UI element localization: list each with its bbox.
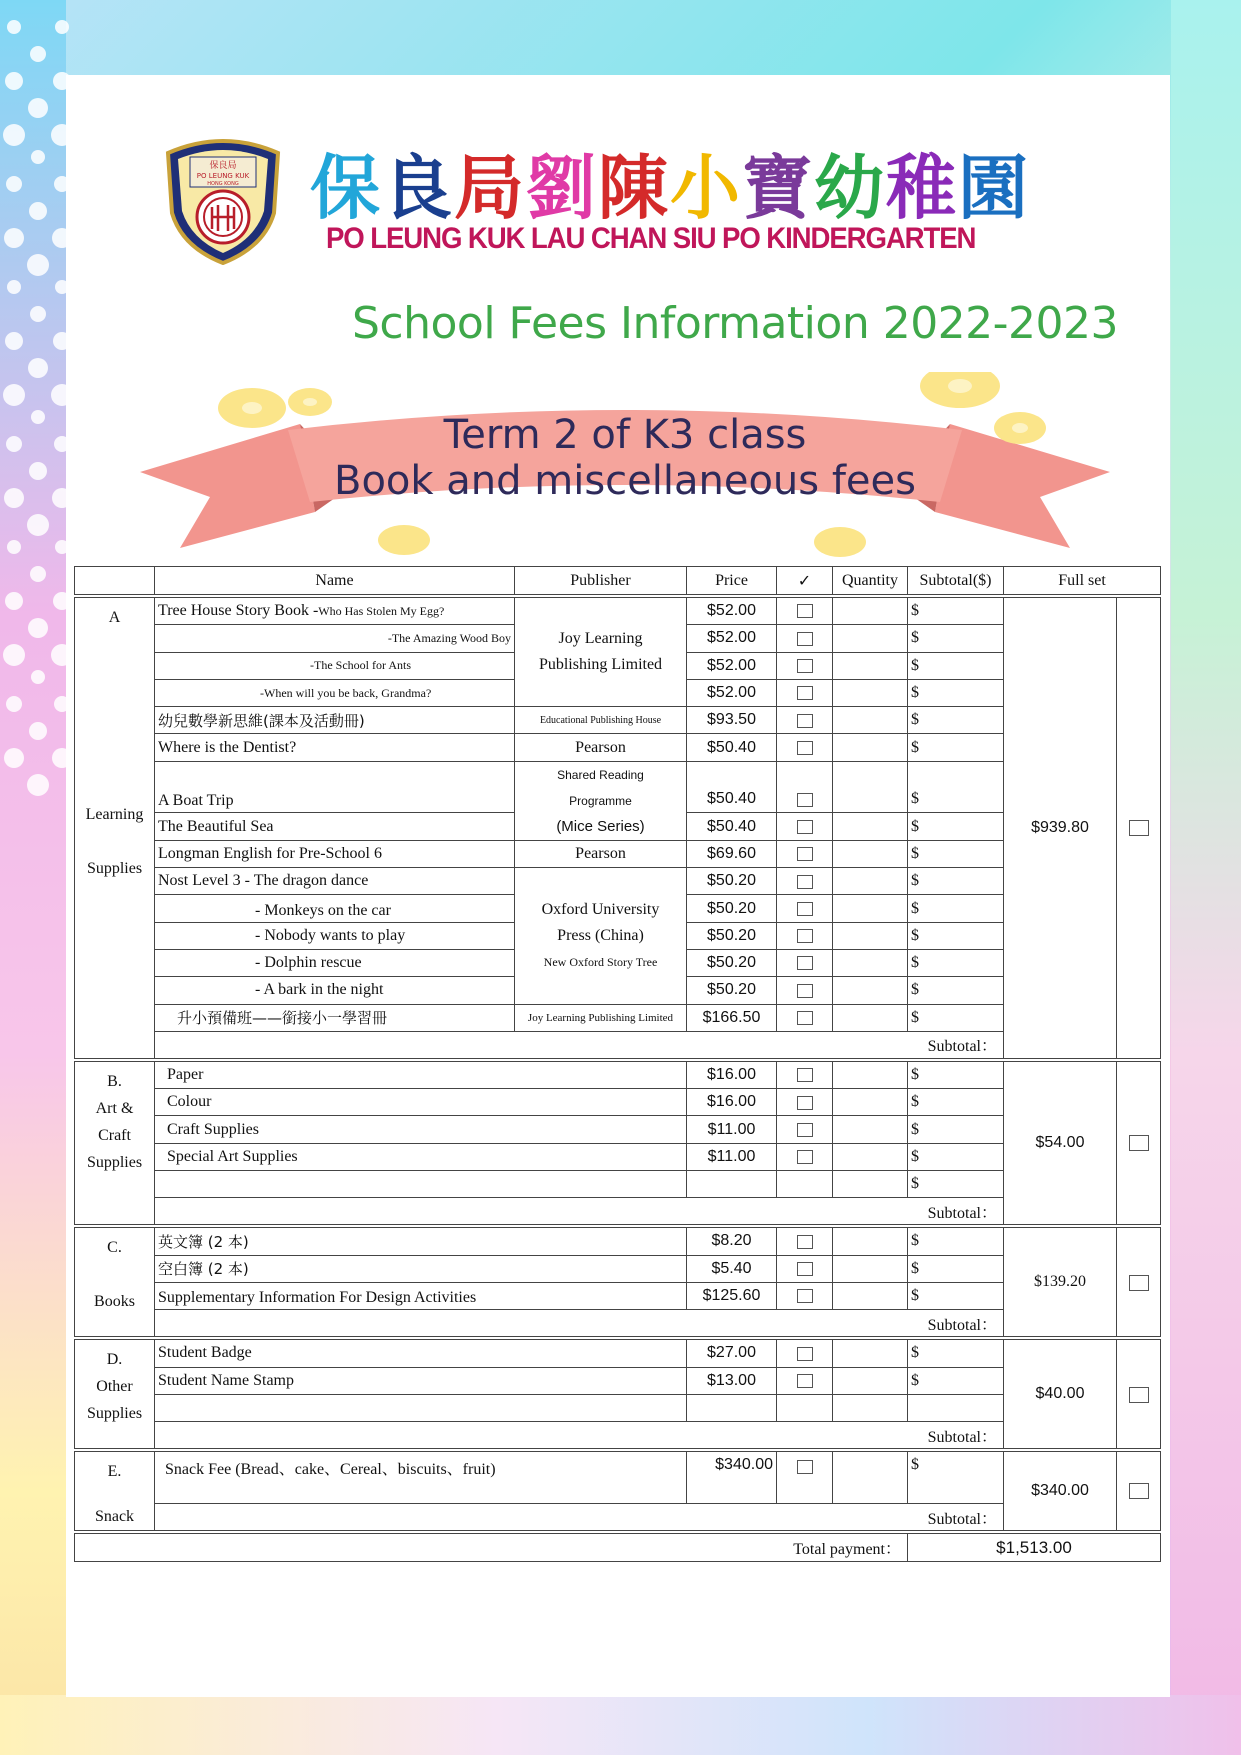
section-d-subtotal-row — [75, 1422, 1161, 1449]
checkbox-icon[interactable] — [797, 956, 813, 970]
checkbox-icon[interactable] — [1129, 1135, 1149, 1151]
item-quantity[interactable] — [833, 1228, 908, 1255]
table-row — [75, 1004, 1161, 1031]
item-subtotal[interactable]: $ — [908, 598, 1004, 625]
section-a-letter: A — [108, 609, 121, 626]
checkbox-icon[interactable] — [797, 929, 813, 943]
item-subtotal[interactable]: $ — [908, 949, 1004, 976]
background-dot — [3, 124, 25, 146]
publisher-pearson-2: Pearson — [515, 840, 687, 867]
background-dot — [7, 20, 21, 34]
item-subtotal[interactable]: $ — [908, 652, 1004, 679]
item-quantity[interactable] — [833, 895, 908, 922]
section-b-label: B. Art & Craft Supplies — [75, 1061, 155, 1224]
section-a-label-line2: Supplies — [86, 860, 143, 877]
background-dot — [29, 722, 47, 740]
header-section — [75, 567, 155, 595]
checkbox-icon[interactable] — [1129, 820, 1149, 836]
background-dot — [27, 514, 49, 536]
item-checkbox[interactable] — [777, 679, 833, 706]
item-name: Nost Level 3 - The dragon dance — [155, 868, 515, 895]
item-name: 空白簿 (2 本) — [155, 1255, 687, 1282]
table-row — [75, 1228, 1161, 1255]
item-subtotal[interactable]: $ — [908, 625, 1004, 652]
item-checkbox[interactable] — [777, 1143, 833, 1170]
item-name: 幼兒數學新思維(課本及活動冊) — [155, 707, 515, 734]
subtotal-label: Subtotal： — [155, 1504, 1004, 1531]
checkbox-icon[interactable] — [797, 686, 813, 700]
item-quantity[interactable] — [833, 734, 908, 761]
background-dot — [5, 332, 23, 350]
item-subtotal[interactable]: $ — [908, 1116, 1004, 1143]
item-checkbox-empty — [777, 1171, 833, 1198]
table-row — [75, 868, 1161, 895]
item-quantity[interactable] — [833, 840, 908, 867]
checkbox-icon[interactable] — [797, 984, 813, 998]
table-row — [75, 734, 1161, 761]
item-price: $50.20 — [687, 977, 777, 1004]
section-d-full-set-checkbox[interactable] — [1117, 1340, 1161, 1449]
item-price: $50.40 — [687, 734, 777, 761]
checkbox-icon[interactable] — [797, 1262, 813, 1276]
background-dot — [3, 644, 25, 666]
subtotal-label: Subtotal： — [155, 1310, 1004, 1337]
school-chinese-char: 劉 — [526, 147, 598, 229]
item-name: Craft Supplies — [155, 1116, 687, 1143]
item-checkbox[interactable] — [777, 598, 833, 625]
item-quantity[interactable] — [833, 625, 908, 652]
item-checkbox[interactable] — [777, 977, 833, 1004]
header-name: Name — [155, 567, 515, 595]
item-quantity[interactable] — [833, 1340, 908, 1367]
checkbox-icon[interactable] — [797, 847, 813, 861]
item-quantity[interactable] — [833, 1394, 908, 1421]
checkbox-icon[interactable] — [797, 604, 813, 618]
item-subtotal[interactable]: $ — [908, 977, 1004, 1004]
table-row — [75, 1255, 1161, 1282]
item-quantity[interactable] — [833, 761, 908, 813]
item-checkbox[interactable] — [777, 1282, 833, 1309]
checkbox-icon[interactable] — [797, 1068, 813, 1082]
section-a-label-line1: Learning — [85, 806, 144, 823]
background-dot — [28, 358, 48, 378]
checkbox-icon[interactable] — [797, 1347, 813, 1361]
item-name: Longman English for Pre-School 6 — [155, 840, 515, 867]
background-dot — [31, 410, 45, 424]
section-a-full-set-checkbox[interactable] — [1117, 598, 1161, 1059]
item-name: Student Badge — [155, 1340, 687, 1367]
item-quantity[interactable] — [833, 1282, 908, 1309]
item-subtotal-empty[interactable] — [908, 1394, 1004, 1421]
logo-english-text: PO LEUNG KUK — [196, 172, 250, 180]
item-checkbox[interactable] — [777, 949, 833, 976]
page-subtitle: School Fees Information 2022-2023 — [352, 298, 1119, 349]
item-price: $52.00 — [687, 598, 777, 625]
section-b-full-set-checkbox[interactable] — [1117, 1061, 1161, 1224]
item-price: $50.20 — [687, 868, 777, 895]
item-quantity[interactable] — [833, 813, 908, 840]
item-checkbox[interactable] — [777, 1255, 833, 1282]
background-dot — [4, 748, 24, 768]
section-e-subtotal-row — [75, 1504, 1161, 1531]
item-subtotal[interactable]: $ — [908, 1340, 1004, 1367]
section-e-full-set-checkbox[interactable] — [1117, 1452, 1161, 1531]
item-name: - Monkeys on the car — [155, 895, 515, 922]
item-subtotal[interactable]: $ — [908, 1143, 1004, 1170]
background-dot — [4, 228, 24, 248]
table-row — [75, 1171, 1161, 1198]
item-checkbox[interactable] — [777, 813, 833, 840]
item-name: -The Amazing Wood Boy — [155, 625, 515, 652]
school-chinese-char: 寶 — [742, 147, 814, 229]
item-subtotal[interactable]: $ — [908, 1061, 1004, 1088]
item-checkbox-empty — [777, 1394, 833, 1421]
item-checkbox[interactable] — [777, 625, 833, 652]
publisher-shared-reading: Shared Reading Programme (Mice Series) — [515, 761, 687, 840]
item-quantity[interactable] — [833, 868, 908, 895]
background-dot — [30, 46, 46, 62]
publisher-oxford: Oxford University Press (China) New Oxford Story Tree — [515, 868, 687, 1004]
fee-table — [74, 566, 1161, 1562]
item-name: 升小預備班——銜接小一學習冊 — [155, 1004, 515, 1031]
item-subtotal[interactable]: $ — [908, 761, 1004, 813]
item-subtotal[interactable]: $ — [908, 1367, 1004, 1394]
total-payment-row — [75, 1534, 1161, 1562]
background-right-stripe — [1171, 0, 1241, 1755]
item-subtotal[interactable]: $ — [908, 734, 1004, 761]
school-chinese-char: 園 — [958, 147, 1030, 229]
item-name: - Dolphin rescue — [155, 949, 515, 976]
item-quantity[interactable] — [833, 1171, 908, 1198]
item-quantity[interactable] — [833, 1255, 908, 1282]
item-price: $125.60 — [687, 1282, 777, 1309]
item-name: Snack Fee (Bread、cake、Cereal、biscuits、fruit) — [155, 1452, 687, 1504]
item-checkbox[interactable] — [777, 1089, 833, 1116]
item-name: Student Name Stamp — [155, 1367, 687, 1394]
background-dot — [28, 618, 48, 638]
checkbox-icon[interactable] — [797, 793, 813, 807]
item-price: $69.60 — [687, 840, 777, 867]
item-name: - Nobody wants to play — [155, 922, 515, 949]
school-logo — [160, 135, 286, 265]
item-name: Where is the Dentist? — [155, 734, 515, 761]
header-check: ✓ — [777, 567, 833, 595]
section-e-label: E. Snack — [75, 1452, 155, 1531]
section-c-full-set-checkbox[interactable] — [1117, 1228, 1161, 1337]
checkbox-icon[interactable] — [1129, 1387, 1149, 1403]
item-subtotal[interactable]: $ — [908, 922, 1004, 949]
section-c-label: C. Books — [75, 1228, 155, 1337]
item-quantity[interactable] — [833, 1089, 908, 1116]
item-subtotal[interactable]: $ — [908, 1228, 1004, 1255]
item-price: $340.00 — [687, 1452, 777, 1504]
section-b-full-set-price: $54.00 — [1004, 1061, 1117, 1224]
item-subtotal[interactable]: $ — [908, 1004, 1004, 1031]
item-checkbox[interactable] — [777, 1340, 833, 1367]
publisher-pearson: Pearson — [515, 734, 687, 761]
item-subtotal[interactable]: $ — [908, 813, 1004, 840]
item-price: $52.00 — [687, 652, 777, 679]
item-checkbox[interactable] — [777, 1452, 833, 1504]
subtotal-label: Subtotal： — [155, 1198, 1004, 1225]
section-a-full-set-price: $939.80 — [1004, 598, 1117, 1059]
school-chinese-char: 小 — [670, 147, 742, 229]
item-checkbox[interactable] — [777, 1004, 833, 1031]
item-price: $50.20 — [687, 895, 777, 922]
item-checkbox[interactable] — [777, 761, 833, 813]
background-dot — [28, 98, 48, 118]
item-quantity[interactable] — [833, 1452, 908, 1504]
item-name: Paper — [155, 1061, 687, 1088]
publisher-joy-learning: Joy Learning Publishing Limited — [515, 598, 687, 707]
item-subtotal[interactable]: $ — [908, 868, 1004, 895]
checkbox-icon[interactable] — [797, 714, 813, 728]
total-payment-value: $1,513.00 — [908, 1534, 1161, 1562]
item-price: $50.40 — [687, 813, 777, 840]
table-row — [75, 1143, 1161, 1170]
checkbox-icon[interactable] — [797, 741, 813, 755]
header-price: Price — [687, 567, 777, 595]
item-subtotal[interactable]: $ — [908, 1255, 1004, 1282]
checkbox-icon[interactable] — [797, 1011, 813, 1025]
header-quantity: Quantity — [833, 567, 908, 595]
item-checkbox[interactable] — [777, 840, 833, 867]
item-price: $27.00 — [687, 1340, 777, 1367]
item-price-empty — [687, 1394, 777, 1421]
item-price-empty — [687, 1171, 777, 1198]
item-checkbox[interactable] — [777, 1367, 833, 1394]
background-dot — [6, 176, 22, 192]
background-dot — [3, 384, 25, 406]
item-subtotal[interactable]: $ — [908, 679, 1004, 706]
item-checkbox[interactable] — [777, 734, 833, 761]
total-payment-label: Total payment： — [75, 1534, 908, 1562]
item-name: Supplementary Information For Design Activities — [155, 1282, 687, 1309]
table-row — [75, 840, 1161, 867]
item-quantity[interactable] — [833, 652, 908, 679]
publisher-joy-full: Joy Learning Publishing Limited — [515, 1004, 687, 1031]
checkbox-icon[interactable] — [797, 1235, 813, 1249]
checkbox-icon[interactable] — [797, 820, 813, 834]
item-quantity[interactable] — [833, 679, 908, 706]
checkbox-icon[interactable] — [797, 659, 813, 673]
background-dot — [30, 566, 46, 582]
header-full-set: Full set — [1004, 567, 1161, 595]
table-row — [75, 1394, 1161, 1421]
item-price: $13.00 — [687, 1367, 777, 1394]
school-chinese-char: 稚 — [886, 147, 958, 229]
table-row — [75, 707, 1161, 734]
background-dot — [27, 254, 49, 276]
item-subtotal[interactable]: $ — [908, 1282, 1004, 1309]
item-checkbox[interactable] — [777, 1061, 833, 1088]
banner-text — [280, 412, 970, 504]
item-quantity[interactable] — [833, 977, 908, 1004]
item-price: $11.00 — [687, 1143, 777, 1170]
section-c-subtotal-row — [75, 1310, 1161, 1337]
item-subtotal[interactable]: $ — [908, 707, 1004, 734]
item-price: $52.00 — [687, 679, 777, 706]
section-c-full-set-price: $139.20 — [1004, 1228, 1117, 1337]
item-name: - A bark in the night — [155, 977, 515, 1004]
item-subtotal[interactable]: $ — [908, 840, 1004, 867]
checkbox-icon[interactable] — [797, 1289, 813, 1303]
item-price: $5.40 — [687, 1255, 777, 1282]
subtotal-label: Subtotal： — [155, 1422, 1004, 1449]
logo-chinese-text: 保良局 — [209, 161, 237, 171]
item-price: $8.20 — [687, 1228, 777, 1255]
background-dot — [30, 306, 46, 322]
item-name: -When will you be back, Grandma? — [155, 679, 515, 706]
item-name: A Boat Trip — [155, 761, 515, 813]
item-name: 英文簿 (2 本) — [155, 1228, 687, 1255]
background-dot — [27, 774, 49, 796]
checkbox-icon[interactable] — [797, 1123, 813, 1137]
item-price: $166.50 — [687, 1004, 777, 1031]
checkbox-icon[interactable] — [797, 1374, 813, 1388]
checkbox-icon[interactable] — [797, 1150, 813, 1164]
item-checkbox[interactable] — [777, 895, 833, 922]
background-dot — [31, 150, 45, 164]
background-dot — [7, 280, 21, 294]
item-name-empty — [155, 1171, 687, 1198]
background-dot — [7, 540, 21, 554]
checkbox-icon[interactable] — [1129, 1275, 1149, 1291]
background-dot — [4, 488, 24, 508]
item-quantity[interactable] — [833, 1367, 908, 1394]
item-checkbox[interactable] — [777, 1228, 833, 1255]
background-bottom-stripe — [0, 1695, 1241, 1755]
school-chinese-char: 保 — [310, 147, 382, 229]
school-english-name: PO LEUNG KUK LAU CHAN SIU PO KINDERGARTEN — [326, 222, 976, 255]
section-a-label — [75, 598, 155, 1059]
item-subtotal[interactable]: $ — [908, 1171, 1004, 1198]
subtotal-label: Subtotal： — [155, 1031, 1004, 1058]
item-subtotal[interactable]: $ — [908, 1089, 1004, 1116]
section-e-full-set-price: $340.00 — [1004, 1452, 1117, 1531]
checkbox-icon[interactable] — [797, 875, 813, 889]
school-chinese-char: 陳 — [598, 147, 670, 229]
table-row — [75, 1367, 1161, 1394]
checkbox-icon[interactable] — [797, 1096, 813, 1110]
item-price: $16.00 — [687, 1061, 777, 1088]
item-name: Special Art Supplies — [155, 1143, 687, 1170]
table-row — [75, 1116, 1161, 1143]
item-name: -The School for Ants — [155, 652, 515, 679]
item-quantity[interactable] — [833, 1116, 908, 1143]
background-dot — [29, 462, 47, 480]
background-dot — [55, 20, 69, 34]
table-row — [75, 1089, 1161, 1116]
item-subtotal[interactable]: $ — [908, 895, 1004, 922]
item-quantity[interactable] — [833, 707, 908, 734]
header-subtotal: Subtotal($) — [908, 567, 1004, 595]
item-price: $11.00 — [687, 1116, 777, 1143]
item-quantity[interactable] — [833, 949, 908, 976]
item-price: $50.20 — [687, 949, 777, 976]
school-chinese-name — [310, 132, 1030, 229]
item-price: $52.00 — [687, 625, 777, 652]
checkbox-icon[interactable] — [797, 632, 813, 646]
checkbox-icon[interactable] — [797, 902, 813, 916]
publisher-edu: Educational Publishing House — [515, 707, 687, 734]
header-publisher: Publisher — [515, 567, 687, 595]
item-price: $16.00 — [687, 1089, 777, 1116]
table-row — [75, 598, 1161, 625]
banner-line-2: Book and miscellaneous fees — [334, 458, 916, 504]
item-checkbox[interactable] — [777, 652, 833, 679]
table-header-row — [75, 567, 1161, 595]
item-quantity[interactable] — [833, 1004, 908, 1031]
item-quantity[interactable] — [833, 1143, 908, 1170]
item-checkbox[interactable] — [777, 868, 833, 895]
item-quantity[interactable] — [833, 922, 908, 949]
item-name: Colour — [155, 1089, 687, 1116]
item-name: The Beautiful Sea — [155, 813, 515, 840]
background-dot — [29, 202, 47, 220]
item-name: Tree House Story Book -Who Has Stolen My Egg? — [155, 598, 515, 625]
school-chinese-char: 良 — [382, 147, 454, 229]
item-name-empty — [155, 1394, 687, 1421]
background-dot — [5, 592, 23, 610]
item-checkbox[interactable] — [777, 922, 833, 949]
section-d-full-set-price: $40.00 — [1004, 1340, 1117, 1449]
item-price: $50.20 — [687, 922, 777, 949]
section-d-label: D. Other Supplies — [75, 1340, 155, 1449]
checkbox-icon[interactable] — [797, 1460, 813, 1474]
logo-hk-text: HONG KONG — [207, 181, 239, 187]
banner-line-1: Term 2 of K3 class — [443, 412, 807, 458]
background-dot — [31, 670, 45, 684]
item-price: $93.50 — [687, 707, 777, 734]
section-b-subtotal-row — [75, 1198, 1161, 1225]
item-checkbox[interactable] — [777, 707, 833, 734]
item-checkbox[interactable] — [777, 1116, 833, 1143]
item-quantity[interactable] — [833, 598, 908, 625]
checkbox-icon[interactable] — [1129, 1483, 1149, 1499]
background-dot — [6, 696, 22, 712]
table-row — [75, 1340, 1161, 1367]
background-dot — [5, 72, 23, 90]
item-subtotal[interactable]: $ — [908, 1452, 1004, 1504]
item-price: $50.40 — [687, 761, 777, 813]
section-a-subtotal-row — [75, 1031, 1161, 1058]
school-chinese-char: 局 — [454, 147, 526, 229]
table-row — [75, 1061, 1161, 1088]
background-dot — [6, 436, 22, 452]
item-quantity[interactable] — [833, 1061, 908, 1088]
school-chinese-char: 幼 — [814, 147, 886, 229]
